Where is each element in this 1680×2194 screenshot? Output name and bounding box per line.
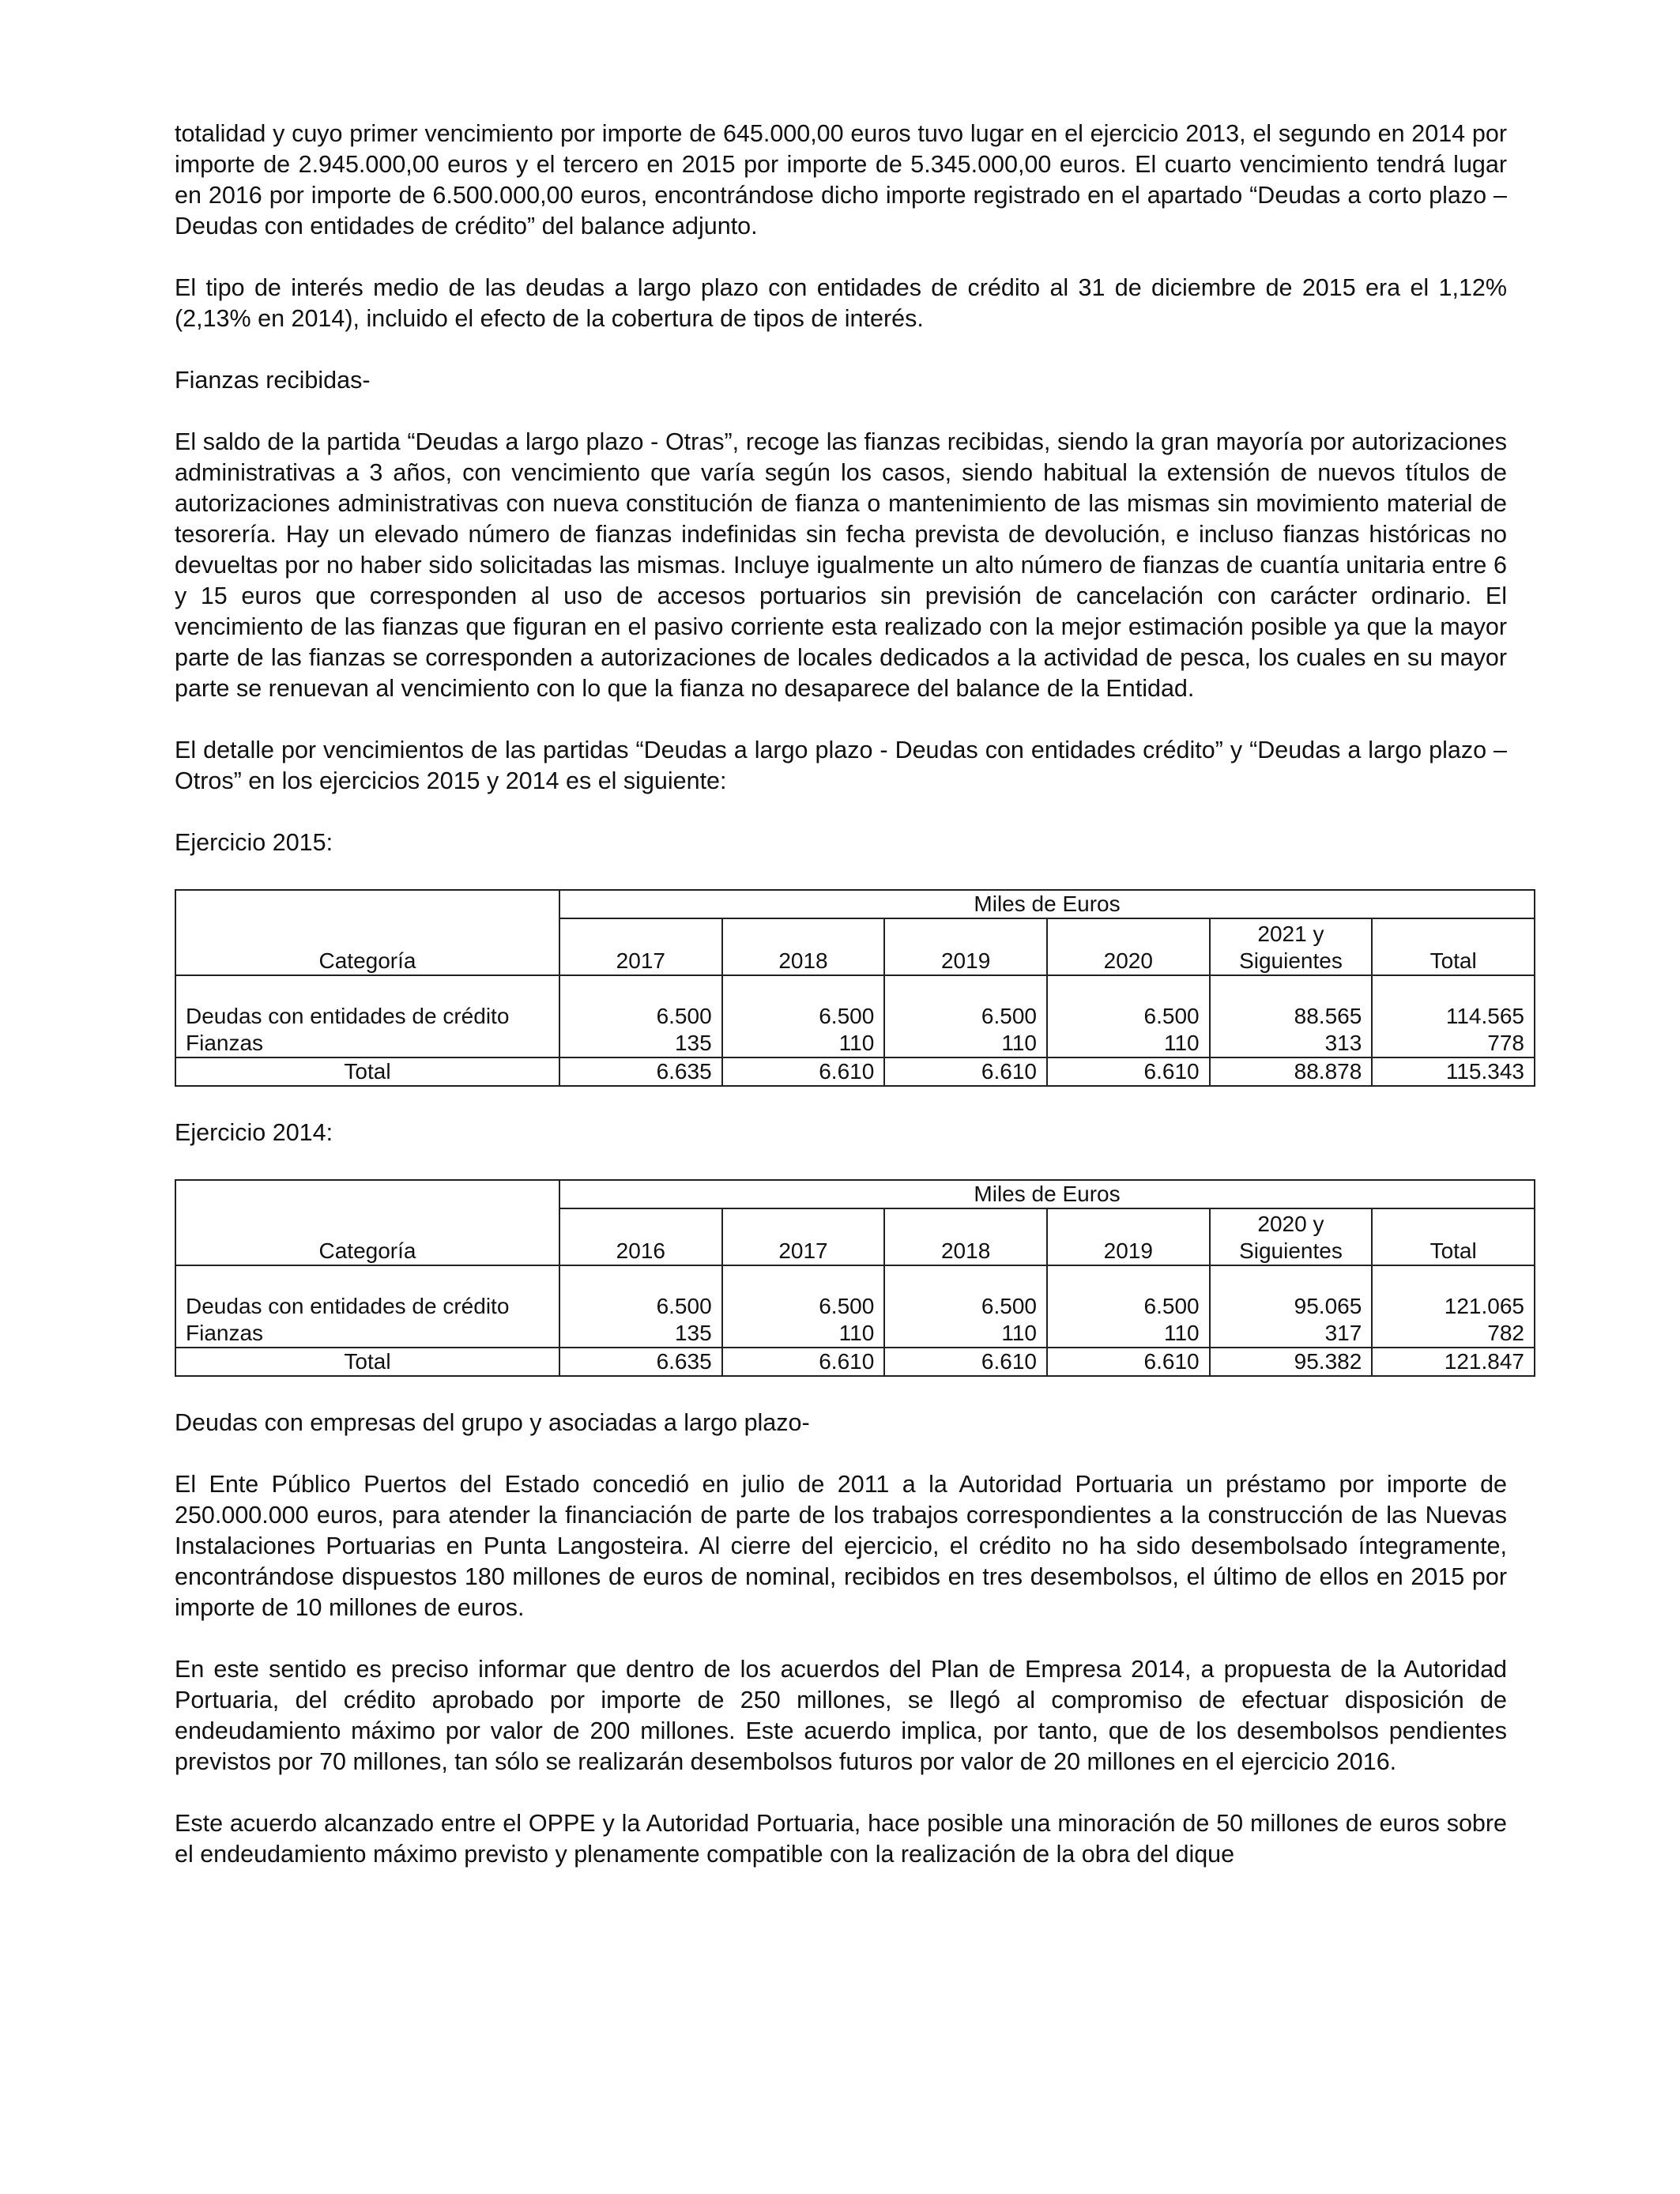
table-col-header: Total <box>1372 1208 1535 1265</box>
cell: 6.500 110 <box>722 975 885 1057</box>
table-col-header: 2019 <box>884 918 1047 975</box>
table-col-header: 2017 <box>559 918 722 975</box>
cell: 95.065 317 <box>1210 1265 1373 1348</box>
maturity-table-2015 <box>175 889 1535 1087</box>
cell: 6.500 110 <box>1047 1265 1210 1348</box>
cell: 6.500 135 <box>559 975 722 1057</box>
table-total-row <box>175 1057 1535 1086</box>
section-heading-fianzas: Fianzas recibidas- <box>175 367 371 394</box>
table-col-header: 2018 <box>884 1208 1047 1265</box>
table-row <box>175 975 1535 1057</box>
table-col-header: 2018 <box>722 918 885 975</box>
table-header-category: Categoría <box>175 890 559 975</box>
row-label: Deudas con entidades de crédito Fianzas <box>175 1265 559 1348</box>
total-cell: 6.610 <box>722 1348 885 1376</box>
cell: 6.500 110 <box>884 975 1047 1057</box>
total-label: Total <box>175 1057 559 1086</box>
table-title-2014: Ejercicio 2014: <box>175 1119 333 1146</box>
paragraph: totalidad y cuyo primer vencimiento por importe de 645.000,00 euros tuvo lugar en el ejercicio 2013, el segundo en 2014 por importe de 2.945.000,00 euros y el tercero en 2015 por importe de 5.345.000,00 euros. El cuarto vencimiento tendrá lugar en 2016 por importe de 6.500.000,00 euros, encontrándose dicho importe registrado en el apartado “Deudas a corto plazo – Deudas con entidades de crédito” del balance adjunto. <box>175 120 1507 239</box>
cell: 121.065 782 <box>1372 1265 1535 1348</box>
cell: 114.565 778 <box>1372 975 1535 1057</box>
total-cell: 6.610 <box>1047 1057 1210 1086</box>
table-col-header: 2016 <box>559 1208 722 1265</box>
table-col-header: Total <box>1372 918 1535 975</box>
total-cell: 95.382 <box>1210 1348 1373 1376</box>
total-cell: 115.343 <box>1372 1057 1535 1086</box>
cell: 88.565 313 <box>1210 975 1373 1057</box>
table-col-header: 2020 y Siguientes <box>1210 1208 1373 1265</box>
total-cell: 6.610 <box>1047 1348 1210 1376</box>
cell: 6.500 110 <box>884 1265 1047 1348</box>
table-col-header: 2020 <box>1047 918 1210 975</box>
table-group-header: Miles de Euros <box>559 890 1535 918</box>
maturity-table-2014 <box>175 1179 1535 1377</box>
cell: 6.500 110 <box>722 1265 885 1348</box>
total-cell: 6.635 <box>559 1348 722 1376</box>
table-header-category: Categoría <box>175 1180 559 1265</box>
row-label: Deudas con entidades de crédito Fianzas <box>175 975 559 1057</box>
paragraph: El tipo de interés medio de las deudas a largo plazo con entidades de crédito al 31 de diciembre de 2015 era el 1,12% (2,13% en 2014), incluido el efecto de la cobertura de tipos de interés. <box>175 274 1507 332</box>
cell: 6.500 135 <box>559 1265 722 1348</box>
paragraph: Este acuerdo alcanzado entre el OPPE y la Autoridad Portuaria, hace posible una minoración de 50 millones de euros sobre el endeudamiento máximo previsto y plenamente compatible con la realización de la obra del dique <box>175 1810 1507 1868</box>
section-heading-grupo: Deudas con empresas del grupo y asociadas a largo plazo- <box>175 1409 810 1436</box>
total-cell: 6.635 <box>559 1057 722 1086</box>
table-row <box>175 1265 1535 1348</box>
paragraph: El detalle por vencimientos de las partidas “Deudas a largo plazo - Deudas con entidades crédito” y “Deudas a largo plazo – Otros” en los ejercicios 2015 y 2014 es el siguiente: <box>175 737 1507 794</box>
cell: 6.500 110 <box>1047 975 1210 1057</box>
table-col-header: 2017 <box>722 1208 885 1265</box>
total-cell: 6.610 <box>884 1057 1047 1086</box>
paragraph: El Ente Público Puertos del Estado concedió en julio de 2011 a la Autoridad Portuaria un préstamo por importe de 250.000.000 euros, para atender la financiación de parte de los trabajos correspondientes a la construcción de las Nuevas Instalaciones Portuarias en Punta Langosteira. Al cierre del ejercicio, el crédito no ha sido desembolsado íntegramente, encontrándose dispuestos 180 millones de euros de nominal, recibidos en tres desembolsos, el último de ellos en 2015 por importe de 10 millones de euros. <box>175 1471 1507 1621</box>
table-title-2015: Ejercicio 2015: <box>175 829 333 856</box>
table-total-row <box>175 1348 1535 1376</box>
table-col-header: 2021 y Siguientes <box>1210 918 1373 975</box>
total-label: Total <box>175 1348 559 1376</box>
table-col-header: 2019 <box>1047 1208 1210 1265</box>
paragraph: En este sentido es preciso informar que dentro de los acuerdos del Plan de Empresa 2014, a propuesta de la Autoridad Portuaria, del crédito aprobado por importe de 250 millones, se llegó al compromiso de efectuar disposición de endeudamiento máximo por valor de 200 millones. Este acuerdo implica, por tanto, que de los desembolsos pendientes previstos por 70 millones, tan sólo se realizarán desembolsos futuros por valor de 20 millones en el ejercicio 2016. <box>175 1656 1507 1775</box>
document-page <box>175 119 1524 1901</box>
total-cell: 88.878 <box>1210 1057 1373 1086</box>
total-cell: 6.610 <box>722 1057 885 1086</box>
paragraph: El saldo de la partida “Deudas a largo plazo - Otras”, recoge las fianzas recibidas, siendo la gran mayoría por autorizaciones administrativas a 3 años, con vencimiento que varía según los casos, siendo habitual la extensión de nuevos títulos de autorizaciones administrativas con nueva constitución de fianza o mantenimiento de las mismas sin movimiento material de tesorería. Hay un elevado número de fianzas indefinidas sin fecha prevista de devolución, e incluso fianzas históricas no devueltas por no haber sido solicitadas las mismas. Incluye igualmente un alto número de fianzas de cuantía unitaria entre 6 y 15 euros que corresponden al uso de accesos portuarios sin previsión de cancelación con carácter ordinario. El vencimiento de las fianzas que figuran en el pasivo corriente esta realizado con la mejor estimación posible ya que la mayor parte de las fianzas se corresponden a autorizaciones de locales dedicados a la actividad de pesca, los cuales en su mayor parte se renuevan al vencimiento con lo que la fianza no desaparece del balance de la Entidad. <box>175 428 1507 702</box>
total-cell: 121.847 <box>1372 1348 1535 1376</box>
total-cell: 6.610 <box>884 1348 1047 1376</box>
table-group-header: Miles de Euros <box>559 1180 1535 1208</box>
